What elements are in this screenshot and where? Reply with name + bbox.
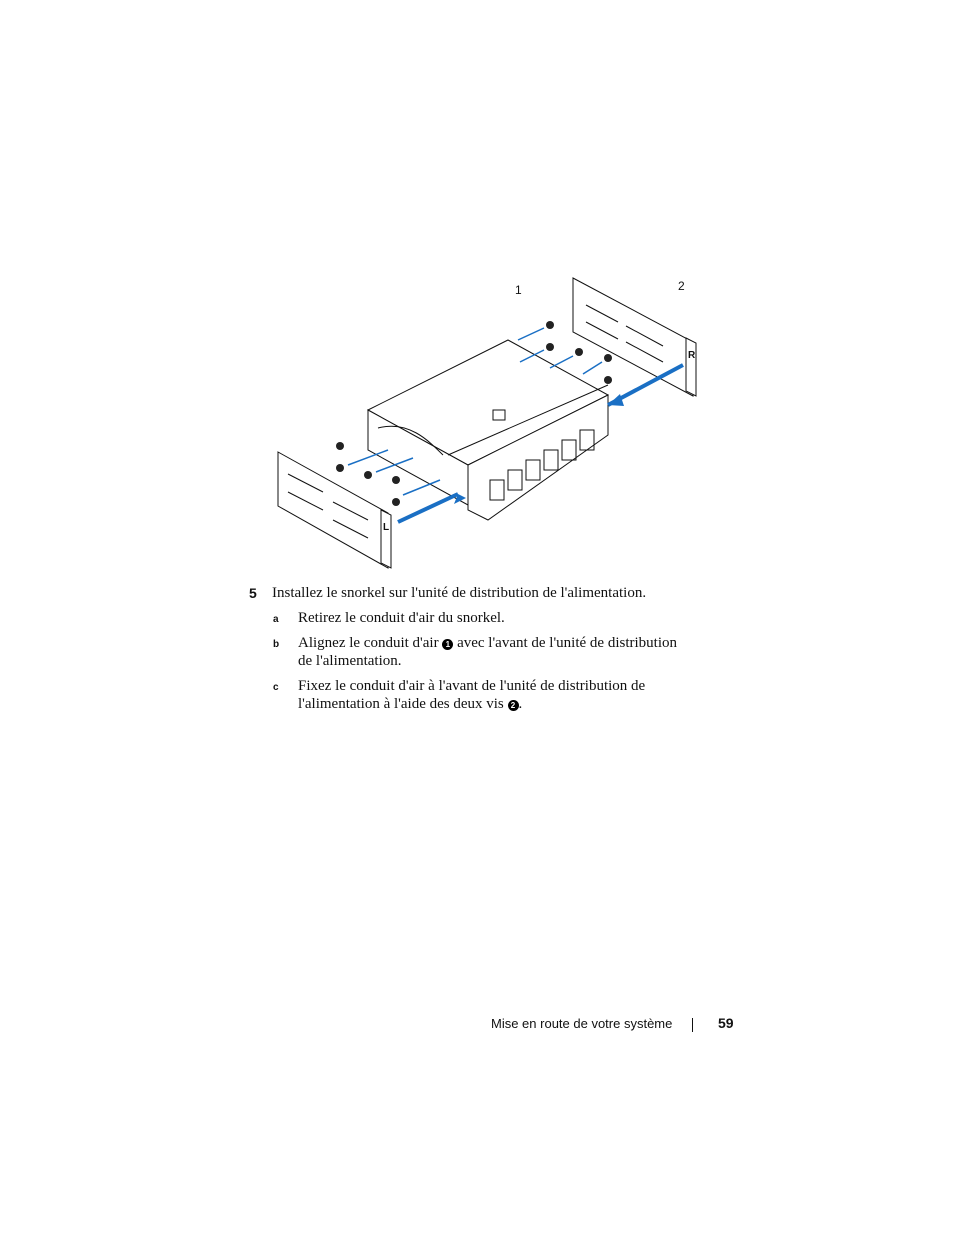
substep-b-line-1 (298, 634, 677, 652)
substep-c-line-1: Fixez le conduit d'air à l'avant de l'unité de distribution de (298, 678, 646, 694)
substep-letter-b: b (273, 639, 280, 650)
rail-mark-r: R (688, 350, 696, 361)
left-rail-bracket (278, 452, 391, 568)
right-rail-bracket (573, 278, 696, 396)
callout-1: 1 (515, 283, 522, 297)
substep-b-line-2: de l'alimentation. (298, 653, 402, 669)
step-text: Installez le snorkel sur l'unité de distribution de l'alimentation. (272, 585, 647, 601)
step-number: 5 (249, 585, 257, 601)
substep-b-text-after: avec l'avant de l'unité de distribution (453, 635, 678, 651)
substep-c-text-before: l'alimentation à l'aide des deux vis (298, 696, 508, 712)
substep-c-line-2 (298, 695, 522, 713)
callout-mark-1: 1 (442, 639, 453, 650)
rail-mark-l: L (383, 522, 390, 533)
substep-a-text: Retirez le conduit d'air du snorkel. (298, 610, 505, 626)
chassis-unit (368, 340, 608, 520)
substep-letter-c: c (273, 682, 279, 693)
page-number: 59 (718, 1015, 734, 1031)
callout-mark-2: 2 (508, 700, 519, 711)
callout-2: 2 (678, 279, 685, 293)
substep-letter-a: a (273, 614, 279, 625)
footer-divider (692, 1018, 693, 1032)
footer-title: Mise en route de votre système (491, 1016, 673, 1031)
substep-b-text-before: Alignez le conduit d'air (298, 635, 443, 651)
substep-c-text-after: . (518, 696, 523, 712)
installation-illustration (268, 270, 708, 580)
